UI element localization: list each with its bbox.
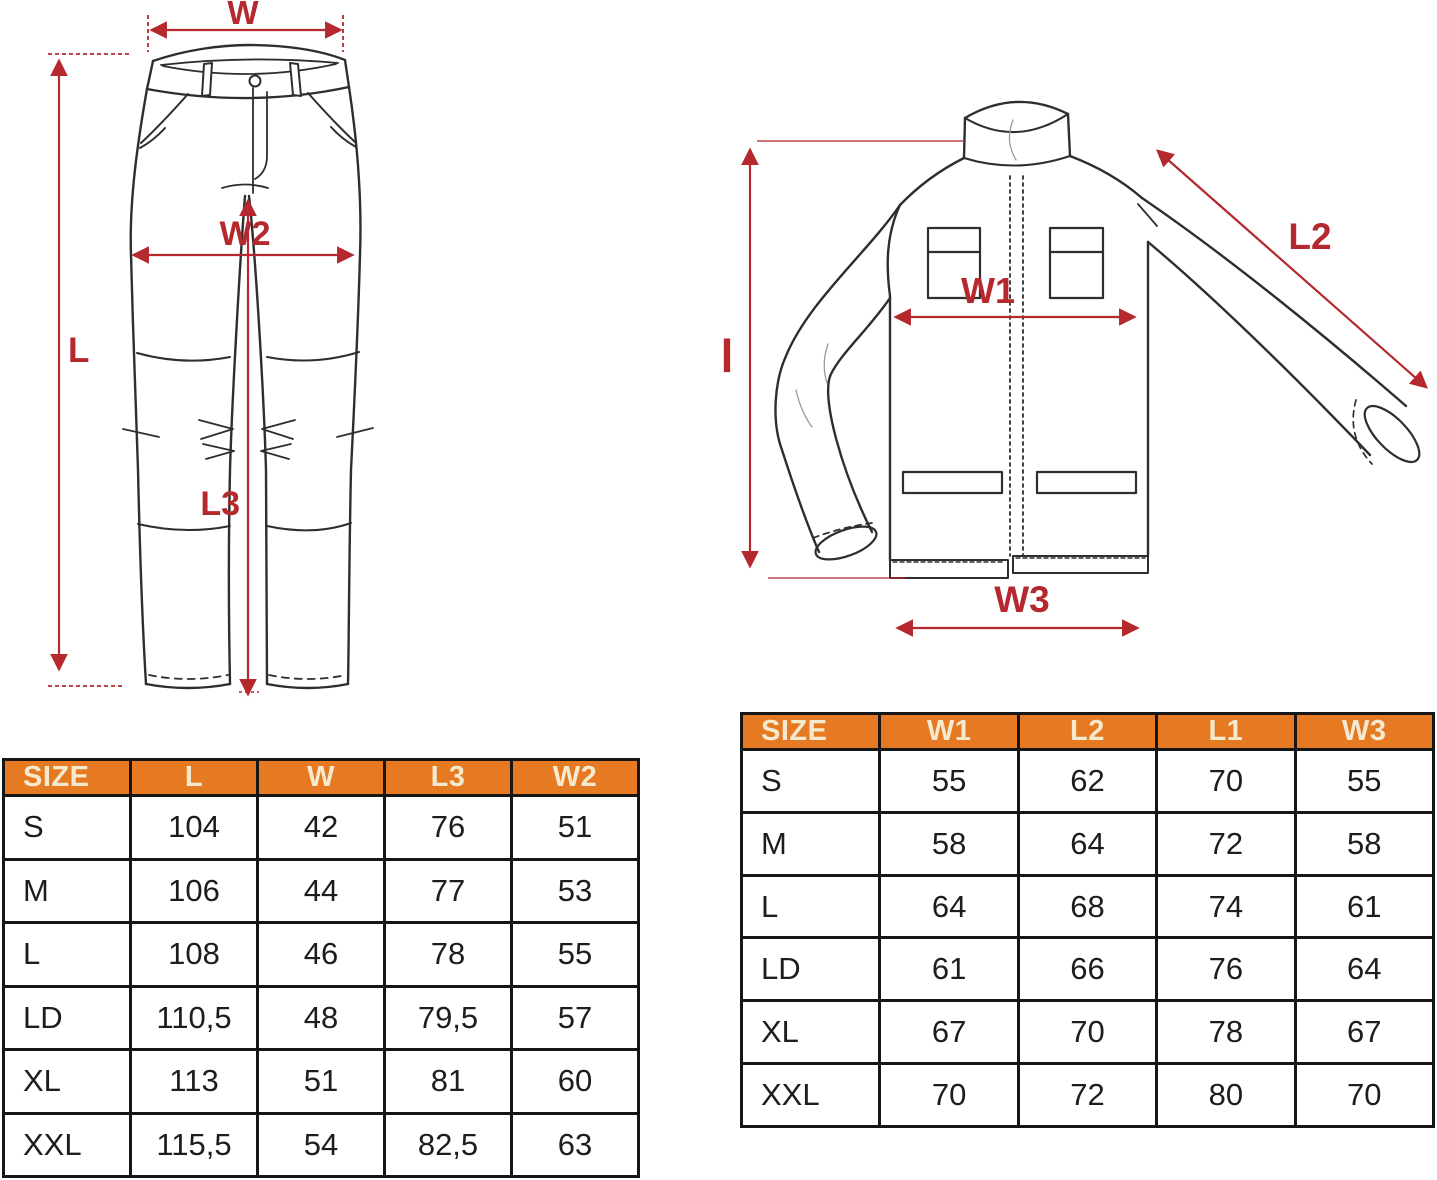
table-row <box>4 796 639 860</box>
table-row <box>742 1064 1434 1127</box>
trousers_table-cell-3-1: 110,5 <box>131 986 258 1050</box>
jacket-sleeve-length-label: L2 <box>1288 216 1332 257</box>
trousers_table-cell-3-0: LD <box>4 986 131 1050</box>
trousers_table-cell-2-3: 78 <box>385 923 512 987</box>
trousers_table-header-0: SIZE <box>4 760 131 796</box>
jacket_table-cell-1-1: 58 <box>880 812 1018 875</box>
jacket_table-cell-0-4: 55 <box>1295 750 1433 813</box>
trousers_table-cell-0-3: 76 <box>385 796 512 860</box>
trousers_table-cell-2-0: L <box>4 923 131 987</box>
jacket_table-header-0: SIZE <box>742 714 880 750</box>
table-row <box>742 875 1434 938</box>
table-row <box>742 1001 1434 1064</box>
trousers-width-label: W <box>227 0 259 31</box>
jacket_table-cell-2-0: L <box>742 875 880 938</box>
jacket_table-cell-5-3: 80 <box>1157 1064 1295 1127</box>
jacket_table-cell-3-2: 66 <box>1018 938 1156 1001</box>
trousers_table-cell-1-0: M <box>4 859 131 923</box>
jacket_table-cell-4-4: 67 <box>1295 1001 1433 1064</box>
jacket_table-cell-0-3: 70 <box>1157 750 1295 813</box>
trousers-inseam-label: L3 <box>200 485 240 523</box>
jacket_table-cell-4-1: 67 <box>880 1001 1018 1064</box>
trousers_table-cell-1-2: 44 <box>258 859 385 923</box>
jacket_table-cell-3-4: 64 <box>1295 938 1433 1001</box>
trousers_table-cell-4-0: XL <box>4 1050 131 1114</box>
jacket_table-cell-0-0: S <box>742 750 880 813</box>
trousers-length-label: L <box>68 331 90 370</box>
jacket_table-cell-5-0: XXL <box>742 1064 880 1127</box>
trousers-table-header-row <box>4 760 639 796</box>
trousers_table-cell-4-4: 60 <box>512 1050 639 1114</box>
jacket_table-cell-3-0: LD <box>742 938 880 1001</box>
jacket_table-cell-0-1: 55 <box>880 750 1018 813</box>
trousers_table-cell-3-4: 57 <box>512 986 639 1050</box>
trousers_table-cell-5-4: 63 <box>512 1113 639 1177</box>
trousers_table-cell-1-4: 53 <box>512 859 639 923</box>
trousers_table-header-2: W <box>258 760 385 796</box>
trousers_table-cell-5-1: 115,5 <box>131 1113 258 1177</box>
jacket-size-table <box>740 712 1435 1128</box>
jacket-length-label: l <box>720 330 734 382</box>
trousers_table-cell-5-0: XXL <box>4 1113 131 1177</box>
trousers_table-cell-4-1: 113 <box>131 1050 258 1114</box>
jacket-drawing <box>775 102 1427 578</box>
trousers_table-header-4: W2 <box>512 760 639 796</box>
trousers_table-cell-3-2: 48 <box>258 986 385 1050</box>
trousers_table-cell-3-3: 79,5 <box>385 986 512 1050</box>
trousers_table-header-3: L3 <box>385 760 512 796</box>
trousers_table-cell-0-4: 51 <box>512 796 639 860</box>
jacket-table-header-row <box>742 714 1434 750</box>
table-row <box>4 1050 639 1114</box>
trousers-size-table <box>2 758 640 1178</box>
table-row <box>742 750 1434 813</box>
table-row <box>742 938 1434 1001</box>
table-row <box>742 812 1434 875</box>
trousers-hip-width-label: W2 <box>219 215 271 253</box>
trousers_table-cell-2-1: 108 <box>131 923 258 987</box>
jacket_table-cell-4-3: 78 <box>1157 1001 1295 1064</box>
jacket_table-cell-5-4: 70 <box>1295 1064 1433 1127</box>
jacket_table-header-2: L2 <box>1018 714 1156 750</box>
jacket_table-header-3: L1 <box>1157 714 1295 750</box>
jacket_table-cell-2-2: 68 <box>1018 875 1156 938</box>
trousers_table-cell-2-4: 55 <box>512 923 639 987</box>
table-row <box>4 859 639 923</box>
trousers_table-cell-5-3: 82,5 <box>385 1113 512 1177</box>
jacket_table-cell-1-0: M <box>742 812 880 875</box>
trousers_table-cell-1-3: 77 <box>385 859 512 923</box>
table-row <box>4 1113 639 1177</box>
trousers_table-cell-0-1: 104 <box>131 796 258 860</box>
trousers_table-header-1: L <box>131 760 258 796</box>
trousers_table-cell-1-1: 106 <box>131 859 258 923</box>
table-row <box>4 986 639 1050</box>
trousers_table-cell-0-2: 42 <box>258 796 385 860</box>
trousers_table-cell-0-0: S <box>4 796 131 860</box>
trousers_table-cell-4-3: 81 <box>385 1050 512 1114</box>
jacket_table-header-4: W3 <box>1295 714 1433 750</box>
trousers_table-cell-2-2: 46 <box>258 923 385 987</box>
jacket_table-cell-3-1: 61 <box>880 938 1018 1001</box>
jacket_table-cell-4-2: 70 <box>1018 1001 1156 1064</box>
jacket_table-cell-2-4: 61 <box>1295 875 1433 938</box>
jacket-hem-width-label: W3 <box>994 579 1050 620</box>
jacket_table-cell-5-2: 72 <box>1018 1064 1156 1127</box>
jacket_table-cell-2-1: 64 <box>880 875 1018 938</box>
jacket_table-cell-0-2: 62 <box>1018 750 1156 813</box>
trousers_table-cell-5-2: 54 <box>258 1113 385 1177</box>
jacket_table-cell-3-3: 76 <box>1157 938 1295 1001</box>
jacket_table-cell-1-4: 58 <box>1295 812 1433 875</box>
jacket_table-cell-4-0: XL <box>742 1001 880 1064</box>
trousers_table-cell-4-2: 51 <box>258 1050 385 1114</box>
jacket_table-cell-2-3: 74 <box>1157 875 1295 938</box>
jacket_table-cell-1-2: 64 <box>1018 812 1156 875</box>
jacket_table-header-1: W1 <box>880 714 1018 750</box>
jacket_table-cell-1-3: 72 <box>1157 812 1295 875</box>
jacket-chest-width-label: W1 <box>961 270 1015 311</box>
table-row <box>4 923 639 987</box>
jacket_table-cell-5-1: 70 <box>880 1064 1018 1127</box>
